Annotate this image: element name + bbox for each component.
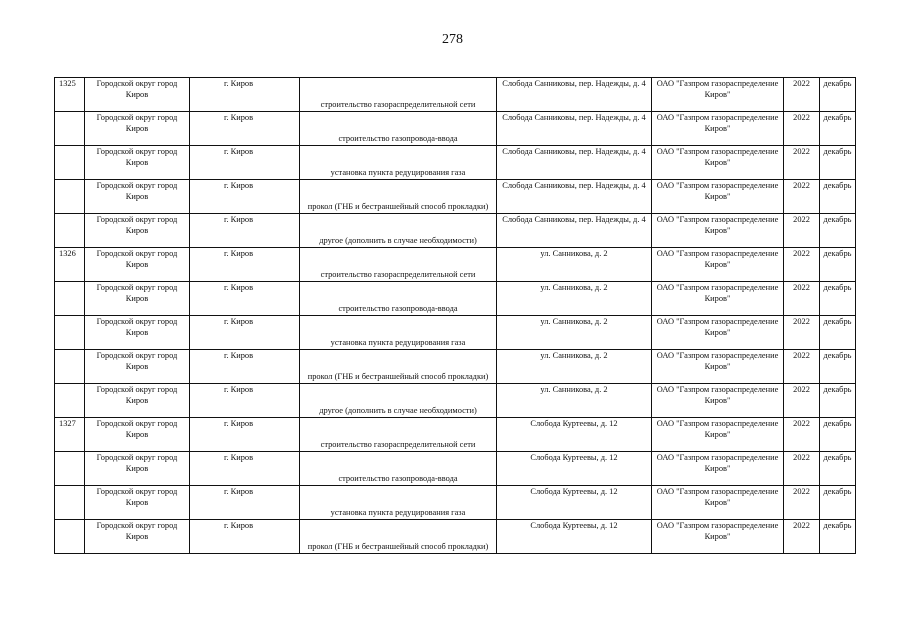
row-number — [55, 146, 85, 180]
work-type-cell: строительство газораспределительной сети — [300, 418, 497, 452]
year-cell: 2022 — [784, 350, 820, 384]
address-cell: Слобода Санниковы, пер. Надежды, д. 4 — [497, 112, 652, 146]
row-number — [55, 282, 85, 316]
table-row — [55, 418, 856, 452]
month-cell: декабрь — [820, 452, 856, 486]
year-cell: 2022 — [784, 248, 820, 282]
work-type-cell: строительство газопровода-ввода — [300, 112, 497, 146]
work-type-cell: другое (дополнить в случае необходимости) — [300, 384, 497, 418]
month-cell: декабрь — [820, 486, 856, 520]
organization-cell: ОАО "Газпром газораспределение Киров" — [652, 452, 784, 486]
year-cell: 2022 — [784, 214, 820, 248]
row-number — [55, 486, 85, 520]
organization-cell: ОАО "Газпром газораспределение Киров" — [652, 112, 784, 146]
municipality-cell: Городской округ город Киров — [85, 520, 190, 554]
municipality-cell: Городской округ город Киров — [85, 282, 190, 316]
locality-cell: г. Киров — [190, 350, 300, 384]
address-cell: Слобода Куртеевы, д. 12 — [497, 520, 652, 554]
organization-cell: ОАО "Газпром газораспределение Киров" — [652, 146, 784, 180]
municipality-cell: Городской округ город Киров — [85, 418, 190, 452]
row-number — [55, 112, 85, 146]
municipality-cell: Городской округ город Киров — [85, 316, 190, 350]
month-cell: декабрь — [820, 112, 856, 146]
work-type-cell: установка пункта редуцирования газа — [300, 316, 497, 350]
table-row — [55, 248, 856, 282]
year-cell: 2022 — [784, 282, 820, 316]
municipality-cell: Городской округ город Киров — [85, 452, 190, 486]
municipality-cell: Городской округ город Киров — [85, 350, 190, 384]
locality-cell: г. Киров — [190, 452, 300, 486]
row-number — [55, 384, 85, 418]
organization-cell: ОАО "Газпром газораспределение Киров" — [652, 418, 784, 452]
locality-cell: г. Киров — [190, 180, 300, 214]
municipality-cell: Городской округ город Киров — [85, 214, 190, 248]
organization-cell: ОАО "Газпром газораспределение Киров" — [652, 282, 784, 316]
table-row — [55, 520, 856, 554]
row-number — [55, 452, 85, 486]
locality-cell: г. Киров — [190, 146, 300, 180]
organization-cell: ОАО "Газпром газораспределение Киров" — [652, 384, 784, 418]
locality-cell: г. Киров — [190, 384, 300, 418]
work-type-cell: строительство газопровода-ввода — [300, 282, 497, 316]
locality-cell: г. Киров — [190, 78, 300, 112]
address-cell: Слобода Санниковы, пер. Надежды, д. 4 — [497, 78, 652, 112]
address-cell: Слобода Куртеевы, д. 12 — [497, 452, 652, 486]
locality-cell: г. Киров — [190, 282, 300, 316]
organization-cell: ОАО "Газпром газораспределение Киров" — [652, 520, 784, 554]
year-cell: 2022 — [784, 384, 820, 418]
table-row — [55, 384, 856, 418]
row-number: 1325 — [55, 78, 85, 112]
year-cell: 2022 — [784, 78, 820, 112]
year-cell: 2022 — [784, 180, 820, 214]
table-row — [55, 78, 856, 112]
organization-cell: ОАО "Газпром газораспределение Киров" — [652, 180, 784, 214]
work-type-cell: строительство газораспределительной сети — [300, 248, 497, 282]
row-number — [55, 316, 85, 350]
month-cell: декабрь — [820, 214, 856, 248]
year-cell: 2022 — [784, 112, 820, 146]
address-cell: ул. Санникова, д. 2 — [497, 316, 652, 350]
locality-cell: г. Киров — [190, 214, 300, 248]
row-number — [55, 520, 85, 554]
month-cell: декабрь — [820, 384, 856, 418]
municipality-cell: Городской округ город Киров — [85, 112, 190, 146]
row-number: 1327 — [55, 418, 85, 452]
work-type-cell: установка пункта редуцирования газа — [300, 146, 497, 180]
municipality-cell: Городской округ город Киров — [85, 180, 190, 214]
table-row — [55, 282, 856, 316]
month-cell: декабрь — [820, 418, 856, 452]
year-cell: 2022 — [784, 520, 820, 554]
municipality-cell: Городской округ город Киров — [85, 78, 190, 112]
address-cell: Слобода Санниковы, пер. Надежды, д. 4 — [497, 180, 652, 214]
work-type-cell: строительство газораспределительной сети — [300, 78, 497, 112]
locality-cell: г. Киров — [190, 520, 300, 554]
locality-cell: г. Киров — [190, 418, 300, 452]
month-cell: декабрь — [820, 78, 856, 112]
locality-cell: г. Киров — [190, 248, 300, 282]
row-number — [55, 214, 85, 248]
table-row — [55, 316, 856, 350]
municipality-cell: Городской округ город Киров — [85, 486, 190, 520]
locality-cell: г. Киров — [190, 316, 300, 350]
address-cell: ул. Санникова, д. 2 — [497, 248, 652, 282]
table-row — [55, 486, 856, 520]
locality-cell: г. Киров — [190, 486, 300, 520]
month-cell: декабрь — [820, 146, 856, 180]
address-cell: Слобода Куртеевы, д. 12 — [497, 486, 652, 520]
month-cell: декабрь — [820, 350, 856, 384]
municipality-cell: Городской округ город Киров — [85, 384, 190, 418]
month-cell: декабрь — [820, 180, 856, 214]
table-row — [55, 146, 856, 180]
table-row — [55, 112, 856, 146]
month-cell: декабрь — [820, 282, 856, 316]
work-type-cell: прокол (ГНБ и бестраншейный способ прокладки) — [300, 350, 497, 384]
month-cell: декабрь — [820, 316, 856, 350]
year-cell: 2022 — [784, 316, 820, 350]
work-type-cell: строительство газопровода-ввода — [300, 452, 497, 486]
table-row — [55, 452, 856, 486]
work-type-cell: прокол (ГНБ и бестраншейный способ прокладки) — [300, 520, 497, 554]
address-cell: Слобода Санниковы, пер. Надежды, д. 4 — [497, 146, 652, 180]
month-cell: декабрь — [820, 248, 856, 282]
address-cell: Слобода Санниковы, пер. Надежды, д. 4 — [497, 214, 652, 248]
row-number: 1326 — [55, 248, 85, 282]
organization-cell: ОАО "Газпром газораспределение Киров" — [652, 248, 784, 282]
address-cell: ул. Санникова, д. 2 — [497, 384, 652, 418]
table-row — [55, 180, 856, 214]
row-number — [55, 180, 85, 214]
locality-cell: г. Киров — [190, 112, 300, 146]
address-cell: ул. Санникова, д. 2 — [497, 282, 652, 316]
year-cell: 2022 — [784, 486, 820, 520]
address-cell: Слобода Куртеевы, д. 12 — [497, 418, 652, 452]
organization-cell: ОАО "Газпром газораспределение Киров" — [652, 350, 784, 384]
table-row — [55, 214, 856, 248]
gasification-schedule-table — [54, 77, 856, 554]
organization-cell: ОАО "Газпром газораспределение Киров" — [652, 78, 784, 112]
year-cell: 2022 — [784, 452, 820, 486]
table-row — [55, 350, 856, 384]
page-number: 278 — [442, 32, 463, 47]
month-cell: декабрь — [820, 520, 856, 554]
organization-cell: ОАО "Газпром газораспределение Киров" — [652, 486, 784, 520]
municipality-cell: Городской округ город Киров — [85, 146, 190, 180]
organization-cell: ОАО "Газпром газораспределение Киров" — [652, 214, 784, 248]
year-cell: 2022 — [784, 418, 820, 452]
address-cell: ул. Санникова, д. 2 — [497, 350, 652, 384]
work-type-cell: установка пункта редуцирования газа — [300, 486, 497, 520]
year-cell: 2022 — [784, 146, 820, 180]
organization-cell: ОАО "Газпром газораспределение Киров" — [652, 316, 784, 350]
municipality-cell: Городской округ город Киров — [85, 248, 190, 282]
work-type-cell: прокол (ГНБ и бестраншейный способ прокладки) — [300, 180, 497, 214]
row-number — [55, 350, 85, 384]
work-type-cell: другое (дополнить в случае необходимости) — [300, 214, 497, 248]
